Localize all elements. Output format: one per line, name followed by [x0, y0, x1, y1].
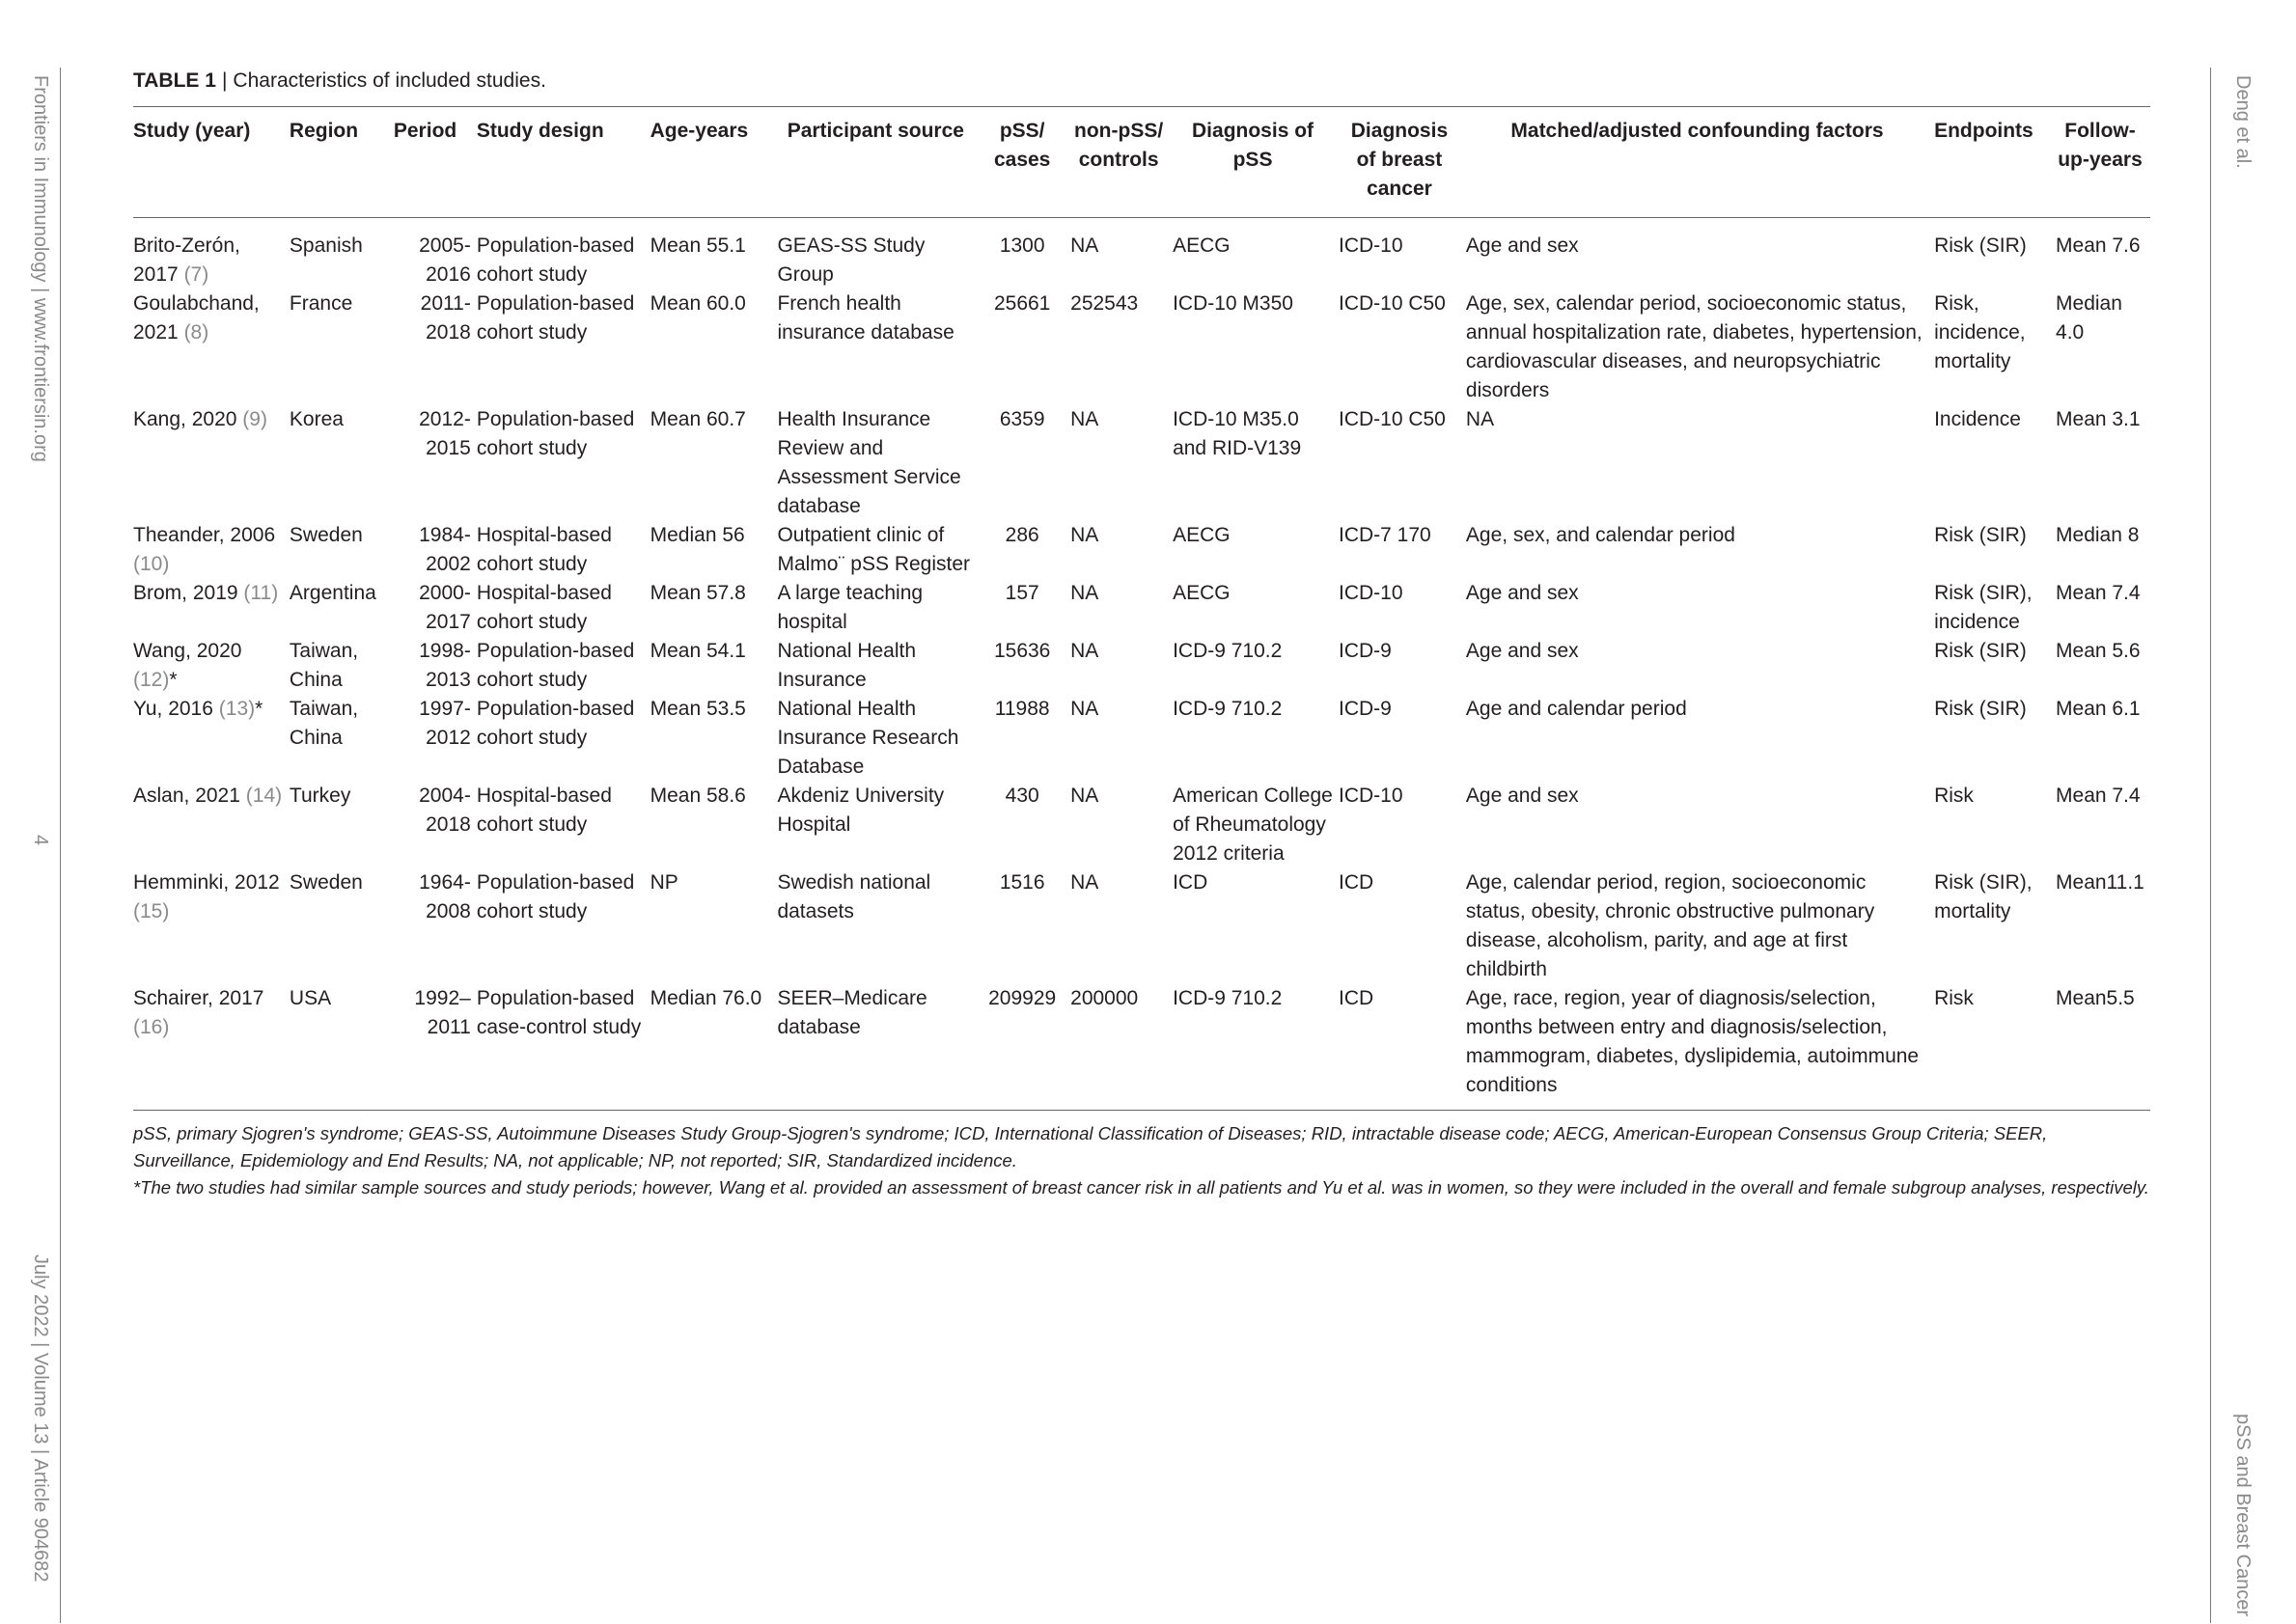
cell-dx-pss: AECG [1173, 524, 1231, 546]
cell-factors: Age and sex [1465, 234, 1579, 257]
table-row [133, 405, 2150, 521]
cell-period: 2004-2018 [419, 784, 471, 836]
cell-followup: Mean 6.1 [2056, 698, 2141, 720]
cell-factors: Age and sex [1465, 640, 1579, 662]
cell-age: Mean 55.1 [650, 234, 746, 257]
cell-region: France [289, 292, 353, 315]
study-name: Hemminki, 2012 [133, 871, 280, 894]
cell-factors: Age and sex [1465, 582, 1579, 604]
cell-region: Spanish [289, 234, 363, 257]
header-region: Region [289, 120, 359, 142]
cell-cases: 1516 [999, 871, 1045, 894]
cell-study [133, 868, 290, 984]
cell-endpoints: Risk (SIR) [1934, 698, 2027, 720]
cell-factors: Age and calendar period [1465, 698, 1687, 720]
cell-controls: NA [1070, 640, 1099, 662]
header-dx-bc: Diagnosis of breast cancer [1350, 120, 1449, 200]
running-author: Deng et al. [2232, 75, 2254, 169]
caption-separator: | [221, 69, 228, 92]
reference-link[interactable]: (15) [133, 900, 170, 922]
header-dx-pss: Diagnosis of pSS [1192, 120, 1314, 171]
cell-age: Mean 57.8 [650, 582, 746, 604]
reference-link[interactable]: (16) [133, 1016, 170, 1038]
cell-endpoints: Risk (SIR), mortality [1934, 871, 2033, 922]
cell-dx-bc: ICD-9 [1338, 640, 1392, 662]
cell-factors: NA [1465, 408, 1495, 430]
cell-period: 1997-2012 [419, 698, 471, 749]
cell-dx-pss: AECG [1173, 234, 1231, 257]
cell-followup: Mean 3.1 [2056, 408, 2141, 430]
study-name: Wang, 2020 [133, 640, 242, 662]
table-container [133, 69, 2150, 1201]
cell-region: Sweden [289, 524, 363, 546]
table-row [133, 868, 2150, 984]
cell-design: Population-based cohort study [476, 640, 635, 691]
header-period: Period [393, 120, 457, 142]
cell-dx-pss: ICD [1173, 871, 1208, 894]
cell-endpoints: Risk (SIR) [1934, 524, 2027, 546]
header-followup: Follow-up-years [2058, 120, 2143, 171]
cell-followup: Median 4.0 [2056, 292, 2122, 344]
cell-source: French health insurance database [777, 292, 954, 344]
cell-dx-pss: ICD-10 M35.0 and RID-V139 [1173, 408, 1302, 459]
cell-cases: 11988 [994, 698, 1050, 720]
cell-study [133, 579, 290, 637]
cell-study [133, 218, 290, 290]
cell-dx-pss: ICD-9 710.2 [1173, 640, 1283, 662]
reference-link[interactable]: (12) [133, 669, 170, 691]
cell-dx-bc: ICD-10 C50 [1338, 292, 1446, 315]
study-name: Theander, 2006 [133, 524, 276, 546]
cell-dx-bc: ICD-9 [1338, 698, 1392, 720]
cell-controls: NA [1070, 698, 1099, 720]
cell-dx-bc: ICD-10 [1338, 784, 1403, 807]
running-title: pSS and Breast Cancer [2232, 1414, 2254, 1617]
footnote-asterisk: *The two studies had similar sample sources and study periods; however, Wang et al. provided an assessment of breast cancer risk in all patients and Yu et al. was in women, so they were included in the overall and female subgroup analyses, respectively. [133, 1177, 2149, 1197]
cell-period: 2011-2018 [420, 292, 471, 344]
cell-cases: 157 [1005, 582, 1039, 604]
cell-dx-pss: ICD-10 M350 [1173, 292, 1293, 315]
cell-controls: NA [1070, 582, 1099, 604]
reference-link[interactable]: (9) [242, 408, 267, 430]
cell-source: National Health Insurance [777, 640, 917, 691]
cell-followup: Median 8 [2056, 524, 2140, 546]
reference-link[interactable]: (13) [218, 698, 256, 720]
cell-region: Taiwan, China [289, 698, 359, 749]
cell-dx-bc: ICD-10 [1338, 234, 1403, 257]
cell-dx-bc: ICD-10 [1338, 582, 1403, 604]
header-endpoints: Endpoints [1934, 120, 2033, 142]
cell-source: A large teaching hospital [777, 582, 924, 633]
cell-followup: Mean11.1 [2056, 871, 2144, 894]
cell-age: Mean 60.7 [650, 408, 746, 430]
table-label: TABLE 1 [133, 69, 216, 92]
studies-table [133, 106, 2150, 1111]
reference-link[interactable]: (11) [243, 582, 279, 604]
cell-endpoints: Risk (SIR) [1934, 234, 2027, 257]
table-row [133, 521, 2150, 579]
header-controls: non-pSS/ controls [1074, 120, 1164, 171]
footnote-abbreviations: pSS, primary Sjogren's syndrome; GEAS-SS, Autoimmune Diseases Study Group-Sjogren's syndrome; ICD, International Classification of Diseases; RID, intractable disease code; AECG, American-European Consensus Group Criteria; SEER, Surveillance, Epidemiology and End Results; NA, not applicable; NP, not reported; SIR, Standardized incidence. [133, 1123, 2048, 1170]
cell-design: Hospital-based cohort study [476, 784, 612, 836]
cell-endpoints: Risk, incidence, mortality [1934, 292, 2026, 372]
cell-followup: Mean 5.6 [2056, 640, 2141, 662]
cell-age: Mean 54.1 [650, 640, 746, 662]
study-name: Goulabchand, 2021 [133, 292, 260, 344]
cell-source: National Health Insurance Research Database [777, 698, 959, 778]
table-row [133, 579, 2150, 637]
table-caption [133, 69, 2150, 93]
cell-dx-bc: ICD-7 170 [1338, 524, 1431, 546]
cell-study [133, 984, 290, 1111]
cell-design: Population-based cohort study [476, 698, 635, 749]
right-margin-rule [2210, 68, 2211, 1623]
cell-dx-pss: AECG [1173, 582, 1231, 604]
cell-age: Mean 53.5 [650, 698, 746, 720]
cell-endpoints: Risk [1934, 987, 1974, 1009]
cell-factors: Age and sex [1465, 784, 1579, 807]
table-row [133, 218, 2150, 290]
cell-design: Population-based case-control study [476, 987, 642, 1038]
cell-source: GEAS-SS Study Group [777, 234, 926, 286]
cell-period: 2005-2016 [419, 234, 471, 286]
table-row [133, 984, 2150, 1111]
reference-link[interactable]: (7) [183, 263, 209, 286]
cell-factors: Age, sex, and calendar period [1465, 524, 1735, 546]
cell-source: SEER–Medicare database [777, 987, 927, 1038]
cell-period: 1992–2011 [414, 987, 471, 1038]
cell-period: 2012-2015 [419, 408, 471, 459]
cell-cases: 25661 [993, 292, 1051, 315]
cell-source: Health Insurance Review and Assessment Service database [777, 408, 961, 517]
cell-controls: NA [1070, 408, 1099, 430]
cell-design: Population-based cohort study [476, 408, 635, 459]
cell-age: NP [650, 871, 678, 894]
cell-factors: Age, calendar period, region, socioeconomic status, obesity, chronic obstructive pulmonary disease, alcoholism, parity, and age at first childbirth [1465, 871, 1875, 980]
cell-followup: Mean 7.4 [2056, 582, 2141, 604]
cell-cases: 209929 [988, 987, 1057, 1009]
reference-link[interactable]: (10) [133, 553, 170, 575]
cell-age: Mean 60.0 [650, 292, 746, 315]
study-name: Brito-Zerón, 2017 [133, 234, 240, 286]
cell-followup: Mean5.5 [2056, 987, 2135, 1009]
table-row [133, 695, 2150, 782]
cell-endpoints: Risk (SIR) [1934, 640, 2027, 662]
table-header-row [133, 107, 2150, 218]
cell-source: Akdeniz University Hospital [777, 784, 945, 836]
table-footnotes [133, 1120, 2150, 1201]
table-row [133, 782, 2150, 868]
asterisk-mark: * [255, 698, 263, 720]
table-row [133, 637, 2150, 695]
cell-source: Outpatient clinic of Malmo¨ pSS Register [777, 524, 971, 575]
cell-source: Swedish national datasets [777, 871, 931, 922]
cell-region: Turkey [289, 784, 351, 807]
cell-endpoints: Risk (SIR), incidence [1934, 582, 2033, 633]
cell-region: Korea [289, 408, 344, 430]
cell-design: Hospital-based cohort study [476, 582, 612, 633]
cell-study [133, 782, 290, 868]
cell-controls: 200000 [1070, 987, 1139, 1009]
cell-study [133, 521, 290, 579]
reference-link[interactable]: (8) [183, 321, 209, 344]
cell-study [133, 405, 290, 521]
cell-controls: NA [1070, 784, 1099, 807]
journal-footer: Frontiers in Immunology | www.frontiersin.org [30, 75, 51, 462]
cell-cases: 430 [1005, 784, 1039, 807]
cell-dx-bc: ICD [1338, 987, 1374, 1009]
table-row [133, 289, 2150, 405]
cell-region: Argentina [289, 582, 376, 604]
header-source: Participant source [787, 120, 964, 142]
cell-period: 1984-2002 [419, 524, 471, 575]
cell-dx-bc: ICD-10 C50 [1338, 408, 1446, 430]
issue-info: July 2022 | Volume 13 | Article 904682 [30, 1254, 51, 1583]
cell-controls: 252543 [1070, 292, 1139, 315]
cell-endpoints: Risk [1934, 784, 1974, 807]
study-name: Yu, 2016 [133, 698, 213, 720]
cell-factors: Age, sex, calendar period, socioeconomic status, annual hospitalization rate, diabetes, hypertension, cardiovascular diseases, and neuropsychiatric disorders [1465, 292, 1923, 401]
reference-link[interactable]: (14) [245, 784, 283, 807]
cell-dx-pss: ICD-9 710.2 [1173, 987, 1283, 1009]
cell-age: Median 56 [650, 524, 745, 546]
cell-dx-pss: ICD-9 710.2 [1173, 698, 1283, 720]
header-age: Age-years [650, 120, 749, 142]
table-body [133, 218, 2150, 1111]
study-name: Kang, 2020 [133, 408, 237, 430]
cell-design: Population-based cohort study [476, 871, 635, 922]
cell-endpoints: Incidence [1934, 408, 2021, 430]
cell-followup: Mean 7.6 [2056, 234, 2141, 257]
cell-cases: 6359 [999, 408, 1045, 430]
study-name: Aslan, 2021 [133, 784, 240, 807]
study-name: Brom, 2019 [133, 582, 238, 604]
page-number: 4 [30, 835, 51, 846]
cell-design: Population-based cohort study [476, 292, 635, 344]
header-study: Study (year) [133, 120, 251, 142]
cell-cases: 286 [1005, 524, 1039, 546]
cell-controls: NA [1070, 234, 1099, 257]
left-margin-rule [60, 68, 61, 1623]
header-cases: pSS/ cases [993, 120, 1051, 171]
cell-region: Sweden [289, 871, 363, 894]
asterisk-mark: * [169, 669, 178, 691]
cell-dx-pss: American College of Rheumatology 2012 criteria [1173, 784, 1333, 865]
cell-period: 2000-2017 [419, 582, 471, 633]
cell-study [133, 637, 290, 695]
cell-period: 1998-2013 [419, 640, 471, 691]
cell-study [133, 695, 290, 782]
cell-study [133, 289, 290, 405]
cell-controls: NA [1070, 524, 1099, 546]
table-title: Characteristics of included studies. [233, 69, 546, 92]
cell-region: Taiwan, China [289, 640, 359, 691]
cell-design: Hospital-based cohort study [476, 524, 612, 575]
cell-cases: 1300 [999, 234, 1045, 257]
cell-cases: 15636 [993, 640, 1051, 662]
cell-period: 1964-2008 [419, 871, 471, 922]
cell-age: Median 76.0 [650, 987, 762, 1009]
cell-factors: Age, race, region, year of diagnosis/selection, months between entry and diagnosis/selection, mammogram, diabetes, dyslipidemia, autoimmune conditions [1465, 987, 1920, 1096]
study-name: Schairer, 2017 [133, 987, 264, 1009]
cell-dx-bc: ICD [1338, 871, 1374, 894]
cell-controls: NA [1070, 871, 1099, 894]
cell-region: USA [289, 987, 332, 1009]
cell-design: Population-based cohort study [476, 234, 635, 286]
header-design: Study design [476, 120, 604, 142]
cell-followup: Mean 7.4 [2056, 784, 2141, 807]
cell-age: Mean 58.6 [650, 784, 746, 807]
header-factors: Matched/adjusted confounding factors [1510, 120, 1884, 142]
